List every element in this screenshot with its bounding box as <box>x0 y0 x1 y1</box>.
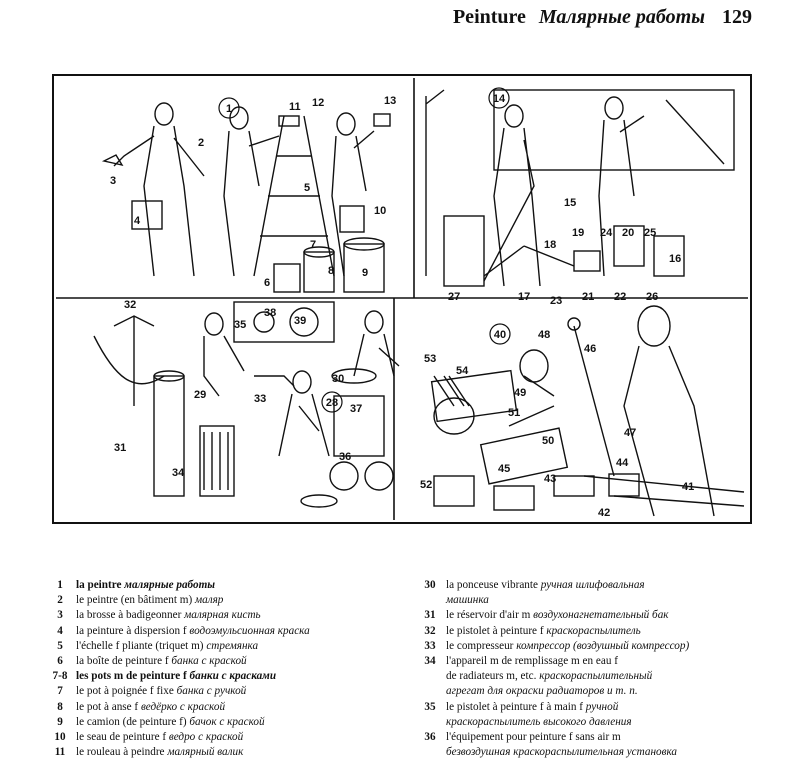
callout-10: 10 <box>374 205 387 217</box>
callout-6: 6 <box>264 277 271 289</box>
callout-54: 54 <box>456 365 469 377</box>
entry-french: l'équipement pour peinture f sans air m <box>446 731 621 744</box>
legend-entry <box>44 578 404 593</box>
entry-number: 11 <box>54 746 66 759</box>
legend-entry <box>414 578 774 593</box>
entry-russian: краскораспылитель высокого давления <box>446 715 632 728</box>
entry-number: 5 <box>57 639 63 652</box>
legend-entry <box>414 669 774 684</box>
entry-french: la ponceuse vibrante <box>446 579 538 591</box>
entry-french: le seau de peinture f <box>76 731 167 744</box>
legend-entry <box>44 669 404 684</box>
entry-number: 8 <box>57 700 63 713</box>
entry-russian: машинка <box>446 594 489 607</box>
entry-number <box>414 745 446 760</box>
callout-47: 47 <box>624 427 637 439</box>
callout-29: 29 <box>194 389 207 401</box>
entry-russian: безвоздушная краскораспылительная установка <box>446 746 677 759</box>
entry-number: 7 <box>57 685 63 698</box>
entry-russian: банка с краской <box>171 655 247 668</box>
entry-number: 33 <box>424 639 436 652</box>
callout-46: 46 <box>584 343 597 355</box>
legend-entry <box>414 624 774 639</box>
callout-36: 36 <box>339 451 352 463</box>
callout-7: 7 <box>310 239 317 251</box>
callout-50: 50 <box>542 435 555 447</box>
legend-entry <box>44 700 404 715</box>
callout-17: 17 <box>518 291 531 303</box>
title-russian: Малярные работы <box>538 6 705 28</box>
entry-russian: стремянка <box>206 639 259 652</box>
callout-8: 8 <box>328 265 335 277</box>
legend-left-column <box>44 578 404 760</box>
callout-5: 5 <box>304 182 311 194</box>
legend-entry <box>44 715 404 730</box>
callout-20: 20 <box>622 227 635 239</box>
callout-51: 51 <box>508 407 521 419</box>
entry-russian: малярная кисть <box>184 609 261 622</box>
callout-19: 19 <box>572 227 585 239</box>
callout-38: 38 <box>264 307 277 319</box>
entry-number: 3 <box>57 609 63 622</box>
callout-9: 9 <box>362 267 369 279</box>
callout-31: 31 <box>114 442 127 454</box>
callout-4: 4 <box>134 215 141 227</box>
legend-entry <box>44 639 404 654</box>
entry-russian: малярные работы <box>124 579 216 591</box>
callout-2: 2 <box>198 137 205 149</box>
callout-27: 27 <box>448 291 461 303</box>
callout-14: 14 <box>492 93 506 105</box>
legend-entry <box>414 593 774 608</box>
entry-french: la boîte de peinture f <box>76 655 169 668</box>
page-header <box>453 6 752 36</box>
callout-53: 53 <box>424 353 437 365</box>
entry-french: la peintre <box>76 579 122 591</box>
entry-french: l'appareil m de remplissage m en eau f <box>446 655 618 668</box>
entry-number: 32 <box>424 624 436 637</box>
entry-number: 9 <box>57 715 63 728</box>
entry-number: 6 <box>57 655 63 668</box>
entry-french: le compresseur <box>446 639 514 652</box>
entry-french: le pot à poignée f fixe <box>76 685 174 698</box>
callout-18: 18 <box>544 239 557 251</box>
callout-11: 11 <box>289 101 301 113</box>
entry-french: le pot à anse f <box>76 700 139 713</box>
callout-43: 43 <box>544 473 557 485</box>
callout-16: 16 <box>669 253 682 265</box>
legend-entry <box>44 730 404 745</box>
entry-french: la peinture à dispersion f <box>76 624 187 637</box>
callout-15: 15 <box>564 197 577 209</box>
entry-russian: малярный валик <box>167 746 244 759</box>
callout-13: 13 <box>384 95 397 107</box>
entry-russian: банка с ручкой <box>176 685 247 698</box>
callout-24: 24 <box>600 227 613 239</box>
entry-french: les pots m de peinture f <box>76 670 187 683</box>
entry-number: 10 <box>54 731 66 744</box>
legend-entry <box>414 700 774 715</box>
entry-french: le pistolet à peinture f <box>446 624 544 637</box>
callout-30: 30 <box>332 373 345 385</box>
callout-25: 25 <box>644 227 657 239</box>
legend-entry <box>44 608 404 623</box>
entry-number: 7-8 <box>52 670 68 683</box>
callout-52: 52 <box>420 479 433 491</box>
entry-number: 1 <box>57 579 63 591</box>
entry-french: de radiateurs m, etc. <box>446 670 537 683</box>
entry-russian: воздухонагнетательный бак <box>533 609 669 622</box>
entry-number: 34 <box>424 655 436 668</box>
entry-french: l'échelle f pliante (triquet m) <box>76 639 204 652</box>
entry-french: le peintre (en bâtiment m) <box>76 594 193 607</box>
callout-21: 21 <box>582 291 595 303</box>
callout-45: 45 <box>498 463 511 475</box>
entry-french: le pistolet à peinture f à main f <box>446 700 583 713</box>
callout-12: 12 <box>312 97 325 109</box>
entry-russian: ведёрко с краской <box>140 700 226 713</box>
callout-22: 22 <box>614 291 627 303</box>
callout-26: 26 <box>646 291 659 303</box>
legend-entry <box>44 593 404 608</box>
callout-23: 23 <box>550 295 563 307</box>
entry-russian: компрессор (воздушный компрессор) <box>516 639 690 652</box>
page-number: 129 <box>722 6 752 28</box>
entry-number: 35 <box>424 700 436 713</box>
entry-number: 30 <box>424 579 436 591</box>
legend-entry <box>414 654 774 669</box>
illustration-drawing <box>54 76 750 522</box>
entry-number <box>414 593 446 608</box>
entry-number: 31 <box>424 609 436 622</box>
entry-number <box>414 669 446 684</box>
legend-entry <box>414 730 774 745</box>
painting-illustration <box>52 74 752 524</box>
legend-entry <box>414 639 774 654</box>
callout-34: 34 <box>172 467 185 479</box>
legend-entry <box>44 745 404 760</box>
legend-entry <box>414 745 774 760</box>
entry-number <box>414 715 446 730</box>
callout-41: 41 <box>682 481 695 493</box>
entry-russian: ручной <box>585 700 619 713</box>
legend-entry <box>44 624 404 639</box>
entry-french: le camion (de peinture f) <box>76 715 187 728</box>
callout-37: 37 <box>350 403 363 415</box>
callout-44: 44 <box>616 457 629 469</box>
entry-russian: банки с красками <box>189 670 277 683</box>
callout-32: 32 <box>124 299 137 311</box>
entry-russian: краскораспылитель <box>546 624 641 637</box>
entry-number: 36 <box>424 731 436 744</box>
callout-40: 40 <box>493 329 507 341</box>
legend-entry <box>414 715 774 730</box>
legend-entry <box>414 684 774 699</box>
entry-russian: агрегат для окраски радиаторов и т. п. <box>446 685 638 698</box>
callout-28: 28 <box>325 397 339 409</box>
entry-number: 4 <box>57 624 63 637</box>
callout-3: 3 <box>110 175 117 187</box>
entry-russian: бачок с краской <box>189 715 265 728</box>
legend-entry <box>44 654 404 669</box>
callout-1: 1 <box>225 103 233 115</box>
entry-russian: краскораспылительный <box>539 670 653 683</box>
entry-russian: ведро с краской <box>168 731 244 744</box>
callout-39: 39 <box>294 315 307 327</box>
entry-russian: маляр <box>194 594 224 607</box>
entry-number <box>414 684 446 699</box>
entry-french: le rouleau à peindre <box>76 746 165 759</box>
entry-russian: водоэмульсионная краска <box>189 624 310 637</box>
legend-entry <box>44 684 404 699</box>
callout-48: 48 <box>538 329 551 341</box>
entry-russian: ручная шлифовальная <box>540 579 645 591</box>
callout-49: 49 <box>514 387 527 399</box>
entry-french: la brosse à badigeonner <box>76 609 182 622</box>
callout-35: 35 <box>234 319 247 331</box>
legend-entry <box>414 608 774 623</box>
callout-42: 42 <box>598 507 611 519</box>
callout-33: 33 <box>254 393 267 405</box>
legend-right-column <box>414 578 774 760</box>
entry-number: 2 <box>57 594 63 607</box>
title-french: Peinture <box>452 6 526 28</box>
entry-french: le réservoir d'air m <box>446 609 531 622</box>
